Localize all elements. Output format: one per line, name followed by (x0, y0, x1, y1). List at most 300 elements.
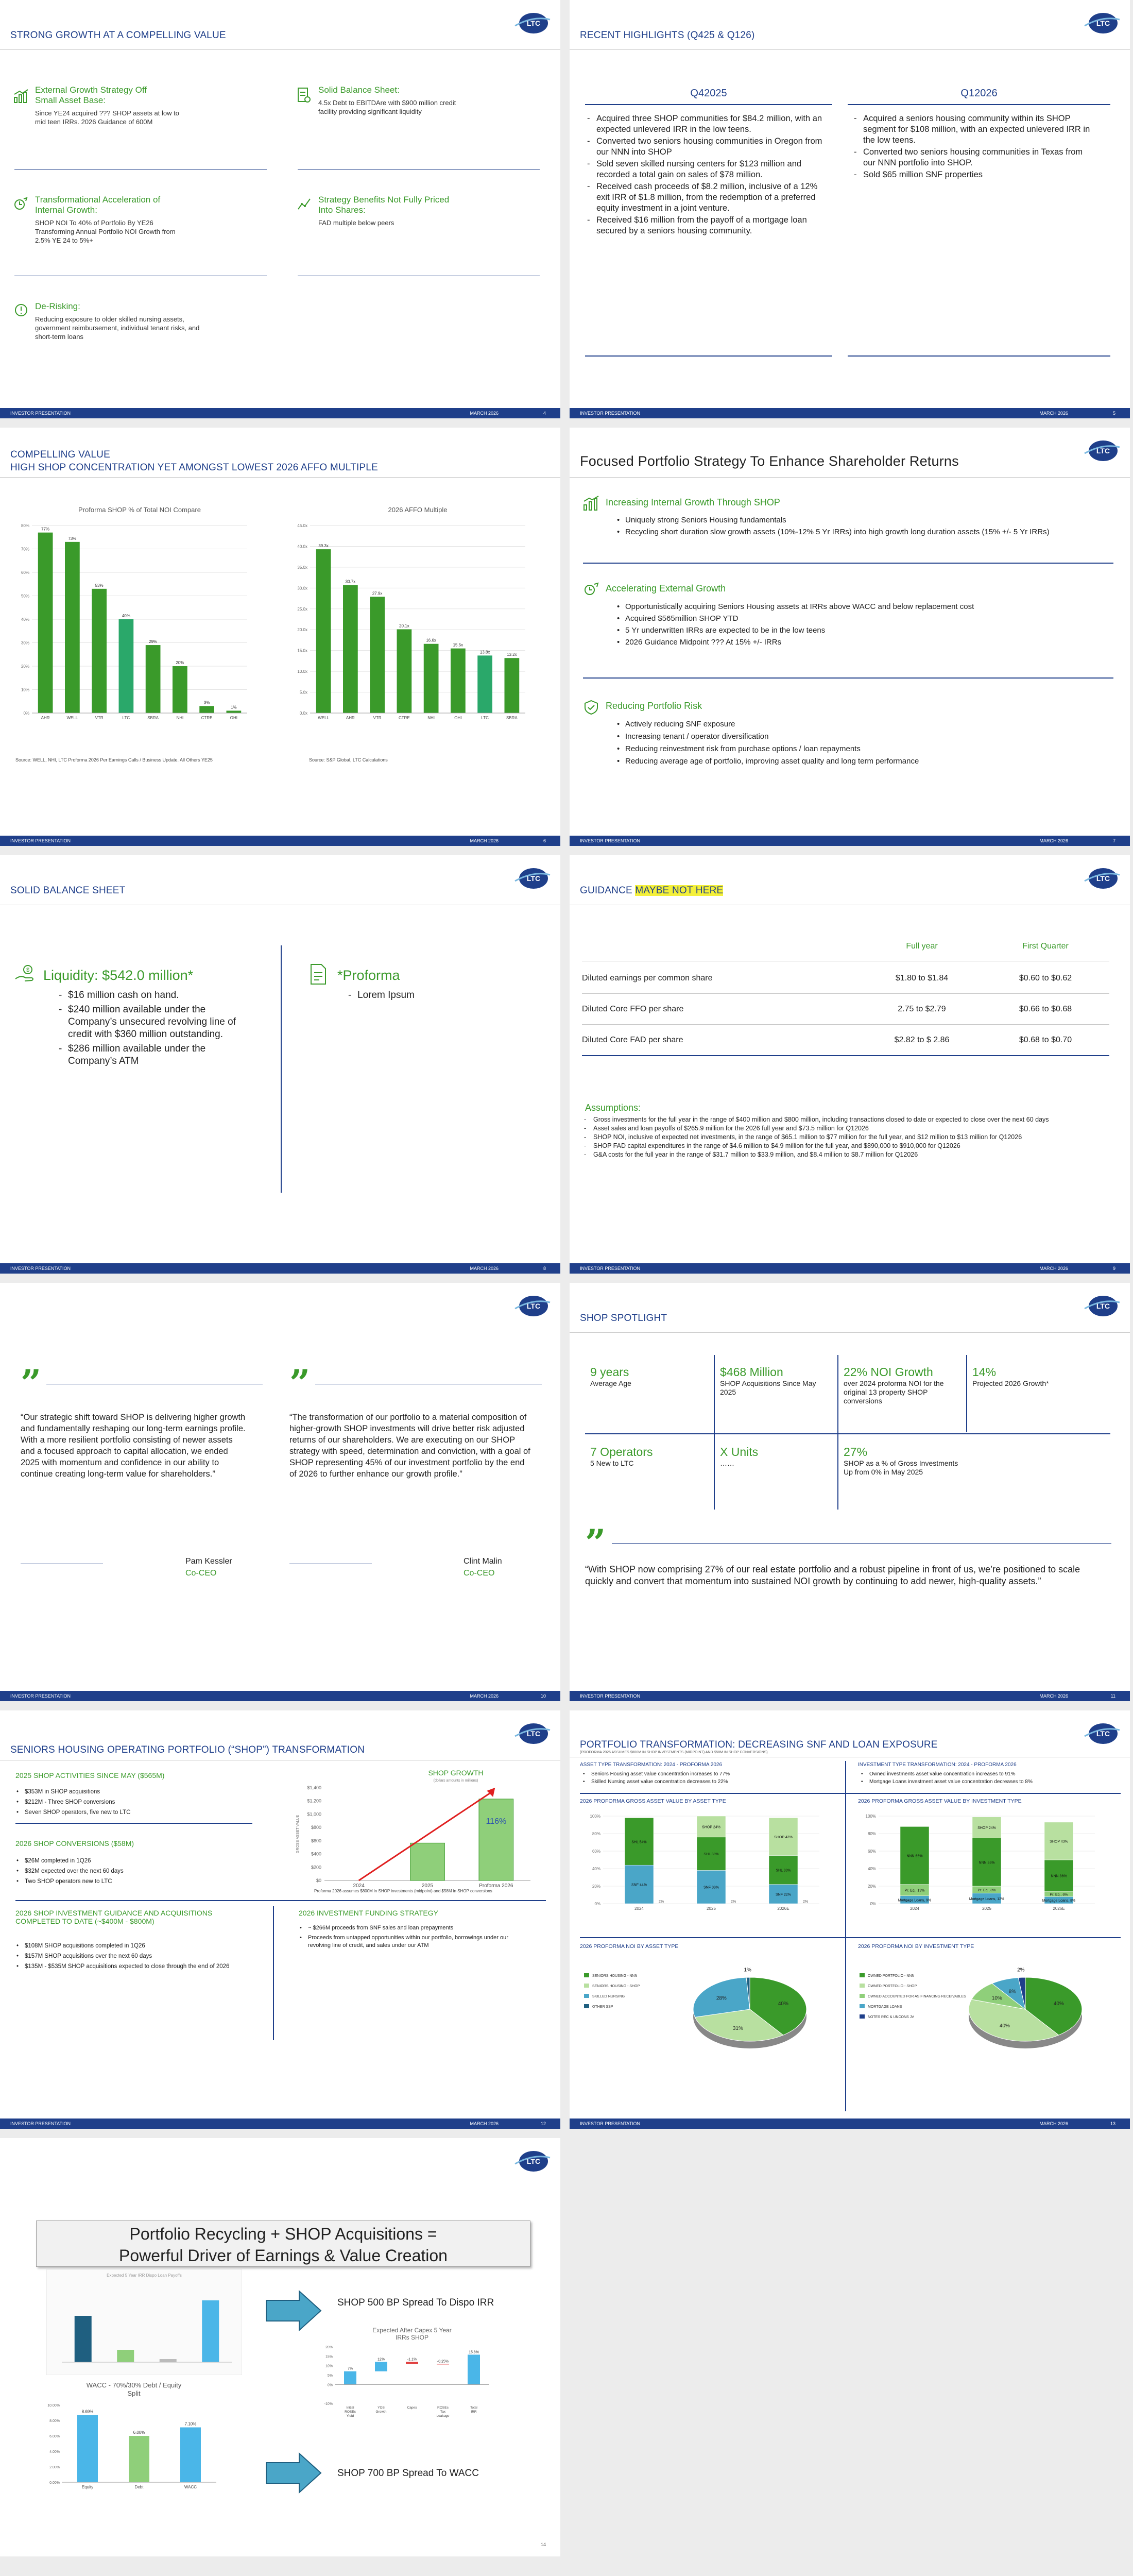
chart2-title: 2026 PROFORMA GROSS ASSET VALUE BY INVESTMENT TYPE (858, 1798, 1022, 1804)
arrow1-text: SHOP 500 BP Spread To Dispo IRR (337, 2297, 494, 2308)
slide-shop-transformation (0, 1710, 560, 2129)
slice-label: 28% (716, 1995, 727, 2002)
segment-label: SNF 44% (631, 1883, 647, 1887)
section-divider (583, 563, 1113, 564)
arrow2-text: SHOP 700 BP Spread To WACC (337, 2468, 479, 2479)
shares-icon (297, 197, 312, 211)
section-bullets (299, 1924, 515, 1952)
list-item: - $16 million cash on hand. (57, 989, 252, 1002)
y-tick-label: 40.0x (297, 544, 307, 549)
legend-label: SENIORS HOUSING - NNN (592, 1974, 638, 1978)
segment-label: Pr. Eq., 8% (977, 1888, 996, 1892)
x-tick-label: Initial (346, 2406, 354, 2410)
asset-type-head: ASSET TYPE TRANSFORMATION: 2024 - PROFORMA 2026 (580, 1762, 723, 1768)
stat-noi-growth: 22% NOI Growth over 2024 proforma NOI for the original 13 property SHOP conversions (844, 1365, 944, 1405)
slide-subtitle: (PROFORMA 2026 ASSUMES $800M IN SHOP INVESTMENTS (MIDPOINT) AND $58M IN SHOP CONVERSIONS) (580, 1751, 768, 1754)
bar (370, 597, 385, 713)
slice-label: 31% (732, 2026, 743, 2032)
section-divider (580, 1937, 1121, 1938)
y-axis-label: GROSS ASSET VALUE (296, 1815, 300, 1854)
data-label: 12% (377, 2358, 385, 2362)
liquidity-title: Liquidity: $542.0 million* (43, 968, 194, 983)
y-tick-label: 20% (867, 1884, 876, 1889)
bar (160, 2359, 177, 2362)
data-label: -1.1% (407, 2358, 417, 2362)
title-rule (570, 49, 1130, 50)
footer-bar: INVESTOR PRESENTATION MARCH 2026 13 (570, 2119, 1130, 2129)
data-label: 13.8x (479, 650, 490, 655)
asset-type-stacked-chart (580, 1806, 837, 1924)
y-tick-label: 2.00% (49, 2466, 60, 2469)
list-item: • $157M SHOP acquisitions over the next 60 days (15, 1952, 242, 1961)
footer-bar: INVESTOR PRESENTATION MARCH 2026 7 (570, 836, 1130, 846)
y-tick-label: 15.0x (297, 648, 307, 653)
bar-growth-icon (583, 496, 599, 511)
list-item: - Gross investments for the full year in the range of $400 million and $800 million, including transactions closed to date or expected to close over the next 60 days (582, 1115, 1097, 1124)
segment-label: SHL 33% (776, 1869, 791, 1873)
right-arrow-icon (265, 2290, 322, 2331)
bar (451, 649, 466, 713)
y-tick-label: 20% (21, 664, 29, 669)
slice-label: 40% (999, 2023, 1010, 2029)
ltc-logo (513, 1721, 551, 1747)
bar (65, 542, 80, 713)
list-item: - SHOP NOI, inclusive of expected net investments, in the range of $65.1 million to $77 million for the full year, and $12 million to $13 million for Q12026 (582, 1133, 1097, 1141)
x-tick-label: LTC (481, 716, 489, 720)
x-tick-label: WELL (318, 716, 330, 720)
y-tick-label: 0% (327, 2383, 333, 2387)
ltc-logo (513, 1293, 551, 1319)
shop-noi-chart (10, 505, 252, 732)
x-tick-label: VTR (373, 716, 382, 720)
other-label: 2% (659, 1900, 664, 1904)
bar (129, 2436, 149, 2482)
segment-label: SHL 54% (631, 1840, 647, 1844)
segment-label: NNN 55% (978, 1861, 995, 1865)
y-tick-label: 40% (867, 1867, 876, 1871)
liquidity-list (57, 989, 252, 1070)
y-tick-label: 50% (21, 594, 29, 599)
chart-title: IRRs SHOP (395, 2334, 429, 2341)
x-tick-label: AHR (41, 716, 50, 720)
data-label: 3% (203, 700, 210, 705)
table-bottom-rule (582, 1055, 1109, 1056)
strategy-item-5 (35, 301, 251, 341)
x-tick-label: Total (470, 2406, 477, 2410)
x-tick-label: 2026E (1053, 1906, 1065, 1911)
section-title: Reducing Portfolio Risk (606, 701, 702, 711)
investment-type-bullets (860, 1770, 1118, 1786)
chart-title: Expected After Capex 5 Year (372, 2327, 452, 2334)
slide-guidance: GUIDANCE MAYBE NOT HERE LTC Full year First Quarter Diluted earnings per common share $1.80 to $1.84 $0.60 to $0.62 Diluted Core FFO per share 2.75 to $2.79 $0.66 to $0.68 Diluted Core FAD per share $2.82 to $ 2.86 $0.68 to $0.70 Assumptions: - Gross investments for the full year in the range of $400 million and $800 million, including transactions closed to date or expected to close over the next 60 days - Asset sales and loan payoffs of $265.9 million for the 2026 full year and $73.5 million for Q12026 - SHOP NOI, inclusive of expected net investments, in the range of $65.1 million to $77 million for the full year, and $12 million to $13 million for Q12026 - SHOP FAD capital expenditures in the range of $4.6 million to $4.9 million for the full year, and $890,000 to $910,000 for Q12026 - G&A costs for the full year in the range of $31.7 million to $33.9 million, and $8.4 million to $8.7 million for Q12026 INVESTOR PRESENTATION MARCH 2026 9 (570, 855, 1130, 1274)
chart-title: Expected 5 Year IRR Dispo Loan Payoffs (107, 2273, 182, 2278)
shop-irr-chart (314, 2326, 510, 2429)
y-tick-label: 60% (867, 1849, 876, 1854)
list-item: - Sold seven skilled nursing centers for $123 million and recorded a total gain on sales of $78 million. (585, 159, 827, 180)
svg-text:LTC: LTC (526, 19, 541, 27)
de-risk-icon (13, 302, 29, 318)
col1-head-rule (585, 104, 832, 105)
row-rule (582, 1024, 1109, 1025)
x-tick-label: Yield (346, 2414, 354, 2418)
name-1: Pam Kessler (185, 1557, 232, 1566)
slide-title: GUIDANCE MAYBE NOT HERE (580, 885, 724, 896)
list-item: • Recycling short duration slow growth assets (10%-12% 5 Yr IRRs) into high growth long duration assets (15% +/- 5 Yr IRRs) (616, 527, 1059, 537)
y-tick-label: 8.00% (49, 2419, 60, 2423)
legend-swatch (584, 1973, 589, 1977)
bar (227, 710, 242, 713)
bar (173, 666, 187, 713)
chart1-title: 2026 PROFORMA GROSS ASSET VALUE BY ASSET TYPE (580, 1798, 726, 1804)
item-title: Transformational Acceleration of Internal Growth: (35, 195, 161, 215)
growth-annotation: 116% (486, 1817, 507, 1826)
trend-arrow-head (487, 1788, 495, 1797)
cycle-growth-icon (13, 197, 29, 212)
proforma-title: *Proforma (337, 968, 400, 983)
bar (202, 2300, 219, 2362)
x-tick-label: 2025 (707, 1906, 716, 1911)
section-title: 2026 SHOP INVESTMENT GUIDANCE AND ACQUISITIONS COMPLETED TO DATE (~$400M - $800M) (15, 1909, 213, 1925)
y-tick-label: 20% (325, 2346, 333, 2349)
cycle-icon (583, 582, 599, 598)
list-item: - SHOP FAD capital expenditures in the range of $4.6 million to $4.9 million for the full year, and $890,000 to $910,000 for Q12026 (582, 1142, 1097, 1150)
list-item: • $212M - Three SHOP conversions (15, 1797, 252, 1807)
title-rule (570, 1332, 1130, 1333)
grid-line (837, 1355, 838, 1510)
slice-label: 8% (1008, 1989, 1017, 1995)
footer-bar: INVESTOR PRESENTATION MARCH 2026 4 (0, 408, 560, 418)
y-tick-label: 5.0x (299, 690, 307, 695)
list-item: • Mortgage Loans investment asset value concentration decreases to 8% (860, 1778, 1118, 1786)
source-note-1: Source: WELL, NHI, LTC Proforma 2026 Per Earnings Calls / Business Update. All Others YE25 (15, 757, 213, 762)
money-hand-icon (14, 963, 37, 984)
name-2: Clint Malin (464, 1557, 502, 1566)
list-item: • Owned investments asset value concentration increases to 91% (860, 1770, 1118, 1778)
list-item: • Acquired $565million SHOP YTD (616, 614, 1059, 624)
divider (14, 169, 267, 170)
section-bullets (15, 1787, 252, 1818)
legend-swatch (584, 1994, 589, 1998)
investment-type-head: INVESTMENT TYPE TRANSFORMATION: 2024 - PROFORMA 2026 (858, 1762, 1017, 1768)
y-tick-label: 4.00% (49, 2450, 60, 2454)
bar (92, 589, 107, 713)
section-bullets (616, 719, 1079, 768)
item-title: Strategy Benefits Not Fully Priced Into Shares: (318, 195, 450, 215)
ltc-logo (1083, 10, 1121, 36)
data-label: 15.5x (453, 642, 464, 648)
segment-label: SHOP 43% (774, 1835, 793, 1839)
bar (375, 2362, 387, 2371)
segment-label: Mortgage Loans, 8% (1042, 1899, 1076, 1903)
bar (468, 2354, 480, 2384)
segment-label: Pr. Eq., 6% (1050, 1893, 1068, 1897)
bar (343, 585, 358, 713)
bar (479, 1799, 513, 1880)
section-divider (273, 1906, 274, 2040)
quote-mark-icon: ” (289, 1362, 311, 1404)
role-2: Co-CEO (464, 1569, 495, 1578)
list-item: • 2026 Guidance Midpoint ??? At 15% +/- IRRs (616, 637, 1059, 648)
y-tick-label: 100% (865, 1814, 876, 1819)
svg-text:LTC: LTC (1096, 1302, 1110, 1310)
y-tick-label: 70% (21, 547, 29, 552)
q1-highlights-list (852, 113, 1094, 181)
x-tick-label: 2026E (777, 1906, 789, 1911)
data-label: -0.25% (437, 2360, 449, 2364)
grid-line (966, 1355, 967, 1432)
segment-label: SNF 22% (776, 1893, 791, 1897)
y-tick-label: 80% (592, 1832, 600, 1836)
y-tick-label: -10% (324, 2402, 333, 2406)
stat-shop-percent: 27% SHOP as a % of Gross Investments Up from 0% in May 2025 (844, 1445, 958, 1476)
list-item: • $135M - $535M SHOP acquisitions expected to close through the end of 2026 (15, 1962, 242, 1971)
x-tick-label: ROSEs (437, 2406, 449, 2410)
document-icon (309, 963, 328, 985)
role-1: Co-CEO (185, 1569, 217, 1578)
list-item: • $353M in SHOP acquisitions (15, 1787, 252, 1797)
y-tick-label: $0 (316, 1878, 321, 1883)
bar (199, 706, 214, 713)
y-tick-label: 30% (21, 640, 29, 646)
footer-bar: INVESTOR PRESENTATION MARCH 2026 10 (0, 1691, 560, 1701)
segment-label: Pr. Eq., 13% (904, 1889, 925, 1893)
data-label: 29% (149, 639, 158, 645)
x-tick-label: Debt (134, 2485, 144, 2489)
section-title: 2026 SHOP CONVERSIONS ($58M) (15, 1839, 134, 1848)
bar (410, 1843, 445, 1880)
bar (477, 655, 492, 713)
x-tick-label: VTR (95, 716, 104, 720)
grid-line (714, 1355, 715, 1510)
section-divider (15, 1900, 546, 1901)
col2-head-rule (848, 104, 1110, 105)
footer-bar: INVESTOR PRESENTATION MARCH 2026 6 (0, 836, 560, 846)
slide-focused-strategy (570, 428, 1130, 846)
y-tick-label: 20.0x (297, 628, 307, 633)
legend-label: OWNED ACCOUNTED FOR AS FINANCING RECEIVABLES (868, 1995, 966, 1998)
y-tick-label: $200 (311, 1865, 321, 1870)
slide-title: SHOP SPOTLIGHT (580, 1313, 667, 1324)
quote-mark-icon: ” (585, 1521, 606, 1564)
x-tick-label: ROSEs (345, 2410, 356, 2414)
item-body: 4.5x Debt to EBITDAre with $900 million credit facility providing significant liquidity (318, 99, 456, 115)
slide-balance-sheet (0, 855, 560, 1274)
data-label: 40% (122, 614, 130, 618)
y-tick-label: 40% (592, 1867, 600, 1871)
list-item: • Uniquely strong Seniors Housing fundamentals (616, 515, 1059, 526)
y-tick-label: 10% (21, 687, 29, 692)
item-title: De-Risking: (35, 301, 80, 311)
x-tick-label: SBRA (506, 716, 518, 720)
bar (77, 2415, 98, 2482)
shield-check-icon (583, 700, 599, 715)
y-tick-label: 0.0x (299, 711, 307, 716)
svg-text:$: $ (26, 967, 30, 973)
x-tick-label: Growth (375, 2410, 387, 2414)
section-title: 2025 SHOP ACTIVITIES SINCE MAY ($565M) (15, 1771, 165, 1780)
slice-label: 10% (991, 1995, 1002, 2002)
shop-growth-chart (268, 1767, 546, 1896)
col1-bottom-rule (585, 355, 832, 357)
other-label: 2% (803, 1900, 809, 1904)
slide-compelling-value (0, 428, 560, 846)
x-tick-label: 2025 (421, 1883, 434, 1889)
chart-title: SHOP GROWTH (428, 1769, 484, 1777)
slide-recent-highlights (570, 0, 1130, 418)
y-tick-label: 80% (867, 1832, 876, 1836)
ltc-logo (1083, 866, 1121, 891)
section-title: 2026 INVESTMENT FUNDING STRATEGY (299, 1909, 438, 1917)
x-tick-label: NHI (176, 716, 184, 720)
data-label: 8.69% (81, 2409, 94, 2414)
list-item: - G&A costs for the full year in the range of $31.7 million to $33.9 million, and $8.4 million to $8.7 million for Q12026 (582, 1150, 1097, 1159)
x-tick-label: Equity (81, 2485, 94, 2489)
ltc-logo (513, 10, 551, 36)
chart3-title: 2026 PROFORMA NOI BY ASSET TYPE (580, 1943, 679, 1950)
legend-swatch (860, 1994, 865, 1998)
list-item: • ~ $266M proceeds from SNF sales and loan prepayments (299, 1924, 515, 1932)
section-bullets (616, 515, 1059, 539)
y-tick-label: 20% (592, 1884, 600, 1889)
col2-head: Q12026 (960, 88, 998, 99)
list-item: • $26M completed in 1Q26 (15, 1856, 252, 1866)
slide-title: RECENT HIGHLIGHTS (Q425 & Q126) (580, 30, 755, 41)
assumptions-title: Assumptions: (585, 1103, 641, 1113)
wacc-chart (36, 2380, 232, 2509)
ltc-logo (1083, 1293, 1121, 1319)
x-tick-label: WACC (184, 2485, 197, 2489)
legend-label: NOTES REC & UNCONS JV (868, 2015, 914, 2019)
y-tick-label: $1,000 (307, 1811, 321, 1817)
legend-swatch (860, 2014, 865, 2019)
divider (298, 169, 540, 170)
legend-label: MORTGAGE LOANS (868, 2005, 902, 2009)
list-item: - Converted two seniors housing communities in Oregon from our NNN into SHOP (585, 136, 827, 158)
data-label: 39.3x (318, 544, 329, 549)
legend-swatch (584, 2004, 589, 2008)
legend-label: OTHER SSP (592, 2005, 613, 2009)
slide-shop-spotlight (570, 1283, 1130, 1701)
x-tick-label: Tax (440, 2410, 446, 2414)
spotlight-quote: “With SHOP now comprising 27% of our real estate portfolio and a robust pipeline in front of us, we’re positioned to scale quickly and convert that momentum into sustained NOI growth by continuing to add newer, high-quality assets.” (585, 1564, 1080, 1586)
slide-ceo-quotes (0, 1283, 560, 1701)
asset-type-bullets (582, 1770, 829, 1786)
col2-bottom-rule (848, 355, 1110, 357)
data-label: 53% (95, 583, 104, 588)
svg-text:LTC: LTC (1096, 874, 1110, 883)
slide-title: COMPELLING VALUE HIGH SHOP CONCENTRATION YET AMONGST LOWEST 2026 AFFO MULTIPLE (10, 449, 378, 473)
segment-label: NNN 66% (906, 1854, 923, 1858)
svg-text:LTC: LTC (526, 874, 541, 883)
y-tick-label: $600 (311, 1838, 321, 1843)
y-tick-label: 0% (23, 711, 29, 716)
list-item: • Seven SHOP operators, five new to LTC (15, 1807, 252, 1818)
chart-title: Split (127, 2389, 141, 2397)
x-tick-label: Proforma 2026 (479, 1883, 513, 1889)
stat-operators: 7 Operators 5 New to LTC (590, 1445, 653, 1467)
section-divider (15, 1823, 252, 1824)
data-label: 73% (68, 536, 77, 541)
list-item: - Received cash proceeds of $8.2 million, inclusive of a 12% exit IRR of $1.8 million, from the redemption of a preferred equity investment in a joint venture. (585, 181, 827, 214)
quote-text-1: “Our strategic shift toward SHOP is delivering higher growth and fundamentally reshaping our long-term earnings profile. With a more resilient portfolio consisting of newer assets and a focused approach to capital allocation, we ended 2025 with momentum and confidence in our ability to continue creating long-term value for shareholders.” (21, 1413, 246, 1479)
y-tick-label: 25.0x (297, 606, 307, 612)
x-tick-label: SBRA (147, 716, 159, 720)
right-arrow-icon (265, 2452, 322, 2494)
q4-highlights-list (585, 113, 827, 238)
strategy-item-4 (318, 195, 535, 227)
svg-text:LTC: LTC (526, 1730, 541, 1738)
stat-acquisitions: $468 Million SHOP Acquisitions Since May 2025 (720, 1365, 816, 1396)
x-tick-label: LTC (122, 716, 130, 720)
data-label: 1% (231, 705, 237, 710)
bar (146, 645, 161, 713)
list-item: • Reducing reinvestment risk from purchase options / loan repayments (616, 743, 1079, 754)
dispo-irr-chart (46, 2269, 242, 2375)
x-tick-label: CTRE (201, 716, 213, 720)
list-item: - $240 million available under the Company’s unsecured revolving line of credit with $360 million outstanding. (57, 1004, 252, 1041)
slide-title: SENIORS HOUSING OPERATING PORTFOLIO (“SHOP”) TRANSFORMATION (10, 1744, 365, 1755)
list-item: • $32M expected over the next 60 days (15, 1866, 252, 1876)
section-divider (580, 1793, 1121, 1794)
legend-label: OWNED PORTFOLIO - SHOP (868, 1985, 917, 1988)
list-item: • Seniors Housing asset value concentration increases to 77% (582, 1770, 829, 1778)
quote-text-2: “The transformation of our portfolio to a material composition of higher-growth SHOP investments will drive better risk adjusted returns of our shareholders. We are executing on our SHOP strategy with speed, determination and conviction, with a goal of SHOP representing 45% of our investment portfolio by the end of 2026 to further enhance our growth profile.” (289, 1413, 530, 1479)
data-label: 30.7x (345, 579, 356, 584)
page-number: 14 (540, 2542, 546, 2547)
chart4-title: 2026 PROFORMA NOI BY INVESTMENT TYPE (858, 1943, 974, 1950)
list-item: - Lorem Ipsum (346, 989, 531, 1002)
stat-age: 9 years Average Age (590, 1365, 631, 1387)
affo-multiple-chart (288, 505, 530, 732)
y-tick-label: 0% (594, 1902, 600, 1906)
bar (344, 2371, 356, 2385)
title-rule (570, 477, 1130, 478)
segment-label: Mortgage Loans, 12% (969, 1897, 1005, 1901)
y-tick-label: 100% (590, 1814, 600, 1819)
slide-title: Focused Portfolio Strategy To Enhance Shareholder Returns (580, 453, 959, 469)
legend-label: OWNED PORTFOLIO - NNN (868, 1974, 915, 1978)
bar (406, 2362, 418, 2364)
col1-head: Q42025 (690, 88, 727, 99)
footer-bar: INVESTOR PRESENTATION MARCH 2026 9 (570, 1263, 1130, 1274)
balance-sheet-icon (297, 87, 311, 104)
x-tick-label: 2024 (353, 1883, 365, 1889)
grid-line (585, 1433, 1110, 1434)
ltc-logo (513, 866, 551, 891)
noi-investment-type-pie (855, 1953, 1118, 2066)
bar (117, 2350, 134, 2362)
data-label: 15.8% (469, 2350, 479, 2354)
slide-title: PORTFOLIO TRANSFORMATION: DECREASING SNF AND LOAN EXPOSURE (580, 1739, 938, 1750)
footer-bar: INVESTOR PRESENTATION MARCH 2026 8 (0, 1263, 560, 1274)
y-tick-label: 15% (325, 2355, 333, 2359)
segment-label: SNF 38% (703, 1886, 719, 1890)
x-tick-label: OHI (230, 716, 237, 720)
bar (424, 644, 439, 713)
x-tick-label: OHI (454, 716, 462, 720)
segment-label: SHOP 24% (702, 1825, 720, 1829)
list-item: - Converted two seniors housing communities in Texas from our NNN portfolio into SHOP. (852, 147, 1094, 168)
item-body: SHOP NOI To 40% of Portfolio By YE26 Transforming Annual Portfolio NOI Growth from 2.5% YE 24 to 5%+ (35, 219, 176, 244)
list-item: • 5 Yr underwritten IRRs are expected to be in the low teens (616, 625, 1059, 636)
slice-label: 40% (1053, 2001, 1064, 2007)
segment-label: SHOP 24% (977, 1826, 996, 1831)
y-tick-label: 60% (21, 570, 29, 575)
list-item: - Acquired a seniors housing community within its SHOP segment for $108 million, with an expected unlevered IRR in the low teens. (852, 113, 1094, 146)
y-tick-label: 10.0x (297, 669, 307, 674)
list-item: - Asset sales and loan payoffs of $265.9 million for the 2026 full year and $73.5 million for Q12026 (582, 1124, 1097, 1132)
ltc-logo (1083, 1721, 1121, 1747)
